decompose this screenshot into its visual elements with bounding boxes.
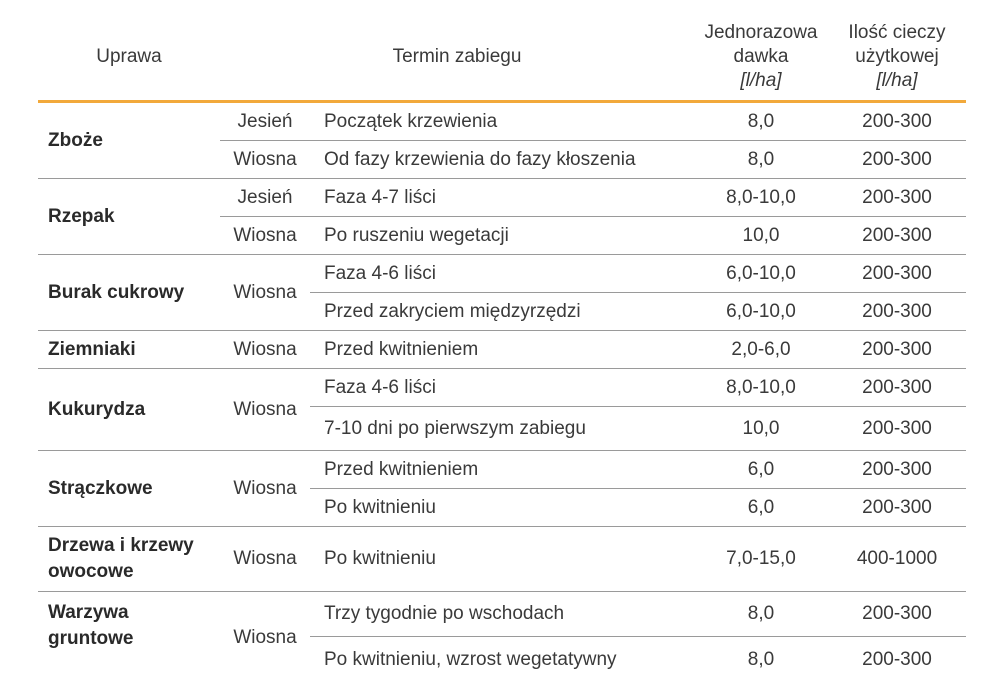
term-cell: Po ruszeniu wegetacji (310, 217, 694, 255)
liquid-cell: 200-300 (828, 369, 966, 407)
term-cell: Po kwitnieniu, wzrost wegetatywny (324, 649, 617, 670)
dose-cell: 6,0-10,0 (694, 255, 828, 293)
liquid-cell: 200-300 (828, 102, 966, 141)
header-liquid (828, 14, 966, 102)
liquid-cell: 200-300 (828, 489, 966, 527)
season-cell: Wiosna (220, 217, 310, 255)
table-row (38, 369, 966, 407)
table-row (38, 527, 966, 592)
dose-cell: 6,0-10,0 (694, 293, 828, 331)
liquid-cell: 200-300 (828, 592, 966, 637)
crop-cell: Strączkowe (38, 451, 220, 527)
season-cell: Wiosna (220, 369, 310, 451)
liquid-cell: 200-300 (828, 141, 966, 179)
liquid-cell: 200-300 (828, 255, 966, 293)
liquid-cell: 200-300 (828, 293, 966, 331)
dose-cell: 6,0 (694, 451, 828, 489)
crop-cell: Kukurydza (38, 369, 220, 451)
season-cell: Jesień (220, 179, 310, 217)
header-dose-unit: [l/ha] (740, 70, 782, 91)
crop-cell: Burak cukrowy (38, 255, 220, 331)
header-crop: Uprawa (38, 14, 220, 102)
table-row (38, 179, 966, 217)
term-cell: Faza 4-6 liści (310, 255, 694, 293)
crop-line2: owocowe (48, 561, 134, 582)
season-cell: Wiosna (220, 255, 310, 331)
header-term: Termin zabiegu (220, 14, 694, 102)
crop-cell: Ziemniaki (38, 331, 220, 369)
header-liquid-line2: użytkowej (855, 46, 939, 67)
crop-line1: Drzewa i krzewy (48, 535, 194, 556)
table-row (38, 331, 966, 369)
season-cell: Wiosna (220, 331, 310, 369)
liquid-cell: 200-300 (828, 451, 966, 489)
crop-line1: Warzywa (48, 602, 129, 623)
dose-cell: 8,0 (747, 649, 775, 670)
crop-line2: gruntowe (48, 628, 134, 649)
dose-cell: 7,0-15,0 (694, 527, 828, 592)
crop-cell: Rzepak (38, 179, 220, 255)
table-header (38, 14, 966, 102)
season-cell: Wiosna (220, 451, 310, 527)
season-cell: Wiosna (220, 527, 310, 592)
dose-cell: 2,0-6,0 (694, 331, 828, 369)
dose-cell: 8,0 (694, 592, 828, 637)
season-cell: Wiosna (233, 626, 297, 648)
liquid-cell: 200-300 (828, 217, 966, 255)
term-cell: Faza 4-6 liści (310, 369, 694, 407)
table-row (38, 102, 966, 141)
term-cell: 7-10 dni po pierwszym zabiegu (310, 407, 694, 451)
table-row (38, 451, 966, 489)
term-cell: Przed kwitnieniem (310, 331, 694, 369)
dose-cell: 8,0-10,0 (694, 369, 828, 407)
season-cell: Jesień (220, 102, 310, 141)
table-row (38, 592, 966, 637)
header-dose (694, 14, 828, 102)
dose-cell: 8,0-10,0 (694, 179, 828, 217)
term-cell: Od fazy krzewienia do fazy kłoszenia (310, 141, 694, 179)
table-row (38, 255, 966, 293)
crop-cell: Zboże (38, 102, 220, 179)
header-dose-line2: dawka (733, 46, 789, 67)
liquid-cell: 200-300 (828, 179, 966, 217)
term-cell: Po kwitnieniu (310, 527, 694, 592)
crop-cell (38, 592, 220, 684)
dose-cell: 10,0 (694, 217, 828, 255)
term-cell: Przed kwitnieniem (310, 451, 694, 489)
header-dose-line1: Jednorazowa (704, 22, 818, 43)
liquid-cell: 400-1000 (828, 527, 966, 592)
dose-cell: 10,0 (694, 407, 828, 451)
dosage-table (38, 14, 966, 683)
season-cell: Wiosna (220, 141, 310, 179)
table-body (38, 102, 966, 684)
liquid-cell: 200-300 (828, 331, 966, 369)
dose-cell: 8,0 (694, 102, 828, 141)
liquid-cell: 200-300 (862, 649, 932, 670)
term-cell: Przed zakryciem międzyrzędzi (310, 293, 694, 331)
crop-cell (38, 527, 220, 592)
dose-cell: 6,0 (694, 489, 828, 527)
term-cell: Po kwitnieniu (310, 489, 694, 527)
term-cell: Trzy tygodnie po wschodach (310, 592, 694, 637)
header-liquid-line1: Ilość cieczy (848, 22, 946, 43)
term-cell: Faza 4-7 liści (310, 179, 694, 217)
header-liquid-unit: [l/ha] (876, 70, 918, 91)
liquid-cell: 200-300 (828, 407, 966, 451)
term-cell: Początek krzewienia (310, 102, 694, 141)
dose-cell: 8,0 (694, 141, 828, 179)
